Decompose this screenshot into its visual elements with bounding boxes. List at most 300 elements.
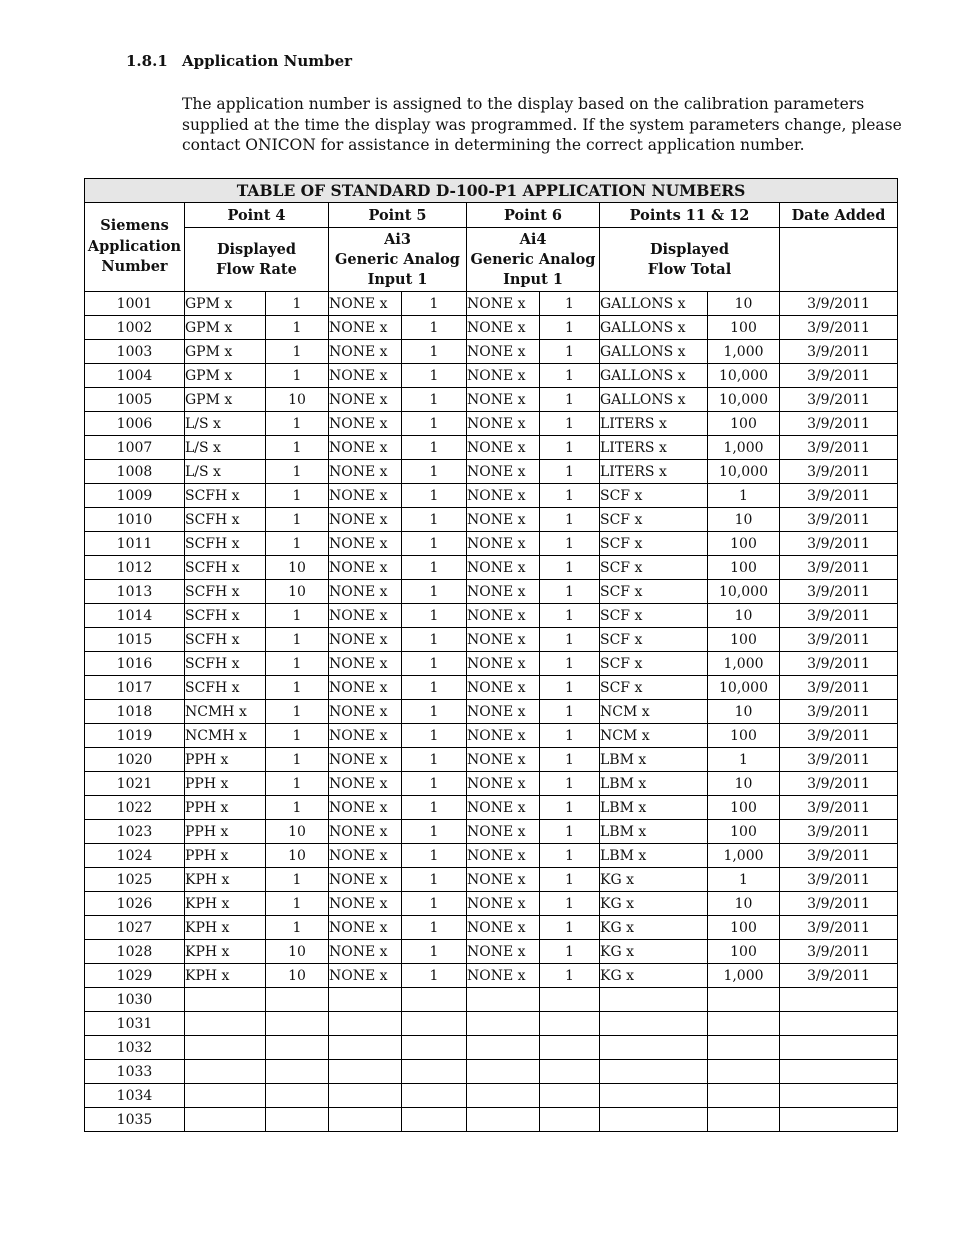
cell-flow-total-multiplier: 100 — [708, 532, 780, 556]
header-date-added-desc — [780, 228, 898, 292]
cell-application-number: 1010 — [85, 508, 185, 532]
cell-ai3-unit: NONE x — [329, 916, 402, 940]
cell-flow-total-multiplier: 1,000 — [708, 964, 780, 988]
cell-flow-rate-multiplier: 10 — [266, 940, 329, 964]
cell-application-number: 1014 — [85, 604, 185, 628]
cell-flow-rate-multiplier: 1 — [266, 412, 329, 436]
cell-flow-rate-multiplier — [266, 1036, 329, 1060]
application-numbers-table — [84, 178, 898, 1132]
cell-flow-total-multiplier: 1,000 — [708, 340, 780, 364]
cell-ai4-multiplier: 1 — [540, 556, 600, 580]
cell-date-added — [780, 1108, 898, 1132]
table-row — [85, 1036, 898, 1060]
table-row — [85, 340, 898, 364]
section-number: 1.8.1 — [126, 52, 168, 70]
cell-ai4-multiplier: 1 — [540, 652, 600, 676]
cell-flow-total-unit: LBM x — [600, 820, 708, 844]
cell-flow-rate-multiplier: 1 — [266, 508, 329, 532]
cell-ai4-multiplier — [540, 1060, 600, 1084]
cell-date-added — [780, 1060, 898, 1084]
cell-date-added: 3/9/2011 — [780, 796, 898, 820]
cell-flow-rate-unit: GPM x — [185, 388, 266, 412]
header-desc-line: Ai3 — [384, 230, 411, 248]
cell-flow-total-unit: GALLONS x — [600, 340, 708, 364]
cell-ai3-multiplier: 1 — [402, 772, 467, 796]
cell-flow-total-unit: SCF x — [600, 556, 708, 580]
cell-flow-total-unit: LITERS x — [600, 412, 708, 436]
cell-flow-rate-unit: KPH x — [185, 916, 266, 940]
cell-ai3-multiplier: 1 — [402, 940, 467, 964]
cell-flow-rate-unit: SCFH x — [185, 508, 266, 532]
cell-ai4-unit: NONE x — [467, 292, 540, 316]
cell-application-number: 1001 — [85, 292, 185, 316]
cell-flow-total-multiplier: 100 — [708, 628, 780, 652]
cell-ai4-unit: NONE x — [467, 772, 540, 796]
cell-ai4-multiplier: 1 — [540, 772, 600, 796]
cell-application-number: 1006 — [85, 412, 185, 436]
cell-ai3-unit: NONE x — [329, 340, 402, 364]
cell-date-added: 3/9/2011 — [780, 724, 898, 748]
cell-flow-total-multiplier — [708, 988, 780, 1012]
cell-flow-total-unit: GALLONS x — [600, 292, 708, 316]
cell-ai3-unit: NONE x — [329, 892, 402, 916]
cell-ai4-multiplier: 1 — [540, 292, 600, 316]
cell-ai3-multiplier: 1 — [402, 868, 467, 892]
cell-ai3-multiplier: 1 — [402, 508, 467, 532]
cell-ai3-unit: NONE x — [329, 628, 402, 652]
cell-ai4-multiplier: 1 — [540, 676, 600, 700]
cell-flow-rate-unit: PPH x — [185, 772, 266, 796]
cell-flow-rate-multiplier: 1 — [266, 292, 329, 316]
table-row — [85, 652, 898, 676]
table-body — [85, 292, 898, 1132]
cell-flow-rate-multiplier: 1 — [266, 916, 329, 940]
cell-application-number: 1034 — [85, 1084, 185, 1108]
header-point-4: Point 4 — [185, 203, 329, 228]
cell-flow-rate-unit — [185, 1108, 266, 1132]
table-row — [85, 844, 898, 868]
cell-flow-rate-unit: KPH x — [185, 892, 266, 916]
cell-flow-rate-multiplier: 1 — [266, 436, 329, 460]
cell-date-added: 3/9/2011 — [780, 676, 898, 700]
cell-ai4-multiplier: 1 — [540, 460, 600, 484]
cell-ai4-unit — [467, 1084, 540, 1108]
cell-date-added: 3/9/2011 — [780, 412, 898, 436]
table-row — [85, 1084, 898, 1108]
cell-flow-total-multiplier: 1 — [708, 484, 780, 508]
cell-flow-rate-unit: SCFH x — [185, 532, 266, 556]
table-title: TABLE OF STANDARD D-100-P1 APPLICATION NUMBERS — [85, 179, 898, 203]
table-row — [85, 604, 898, 628]
cell-flow-rate-unit: SCFH x — [185, 652, 266, 676]
cell-flow-rate-multiplier: 1 — [266, 628, 329, 652]
cell-flow-total-multiplier — [708, 1108, 780, 1132]
cell-flow-total-multiplier: 10 — [708, 604, 780, 628]
cell-ai3-multiplier: 1 — [402, 316, 467, 340]
cell-flow-rate-unit: NCMH x — [185, 700, 266, 724]
cell-ai4-multiplier: 1 — [540, 484, 600, 508]
cell-date-added: 3/9/2011 — [780, 916, 898, 940]
cell-ai4-unit: NONE x — [467, 892, 540, 916]
cell-date-added: 3/9/2011 — [780, 436, 898, 460]
cell-flow-rate-multiplier: 1 — [266, 700, 329, 724]
cell-flow-total-unit: LITERS x — [600, 460, 708, 484]
cell-date-added — [780, 1084, 898, 1108]
cell-flow-rate-multiplier: 1 — [266, 868, 329, 892]
cell-ai4-multiplier: 1 — [540, 532, 600, 556]
header-point-4-desc — [185, 228, 329, 292]
cell-flow-rate-multiplier: 1 — [266, 652, 329, 676]
cell-flow-total-multiplier — [708, 1084, 780, 1108]
cell-ai4-unit: NONE x — [467, 796, 540, 820]
cell-flow-total-unit — [600, 988, 708, 1012]
cell-flow-total-unit — [600, 1108, 708, 1132]
cell-ai4-unit: NONE x — [467, 508, 540, 532]
cell-flow-total-unit: SCF x — [600, 580, 708, 604]
cell-flow-total-unit: SCF x — [600, 652, 708, 676]
cell-ai3-unit: NONE x — [329, 580, 402, 604]
cell-flow-rate-unit: GPM x — [185, 316, 266, 340]
header-desc-line: Flow Total — [647, 260, 732, 278]
cell-ai4-multiplier — [540, 1036, 600, 1060]
cell-ai4-unit: NONE x — [467, 964, 540, 988]
cell-ai3-multiplier: 1 — [402, 340, 467, 364]
cell-ai4-multiplier — [540, 1012, 600, 1036]
cell-date-added: 3/9/2011 — [780, 508, 898, 532]
cell-ai3-multiplier: 1 — [402, 628, 467, 652]
cell-ai3-unit: NONE x — [329, 388, 402, 412]
cell-date-added: 3/9/2011 — [780, 556, 898, 580]
cell-flow-rate-multiplier — [266, 1108, 329, 1132]
cell-flow-total-multiplier: 100 — [708, 796, 780, 820]
cell-flow-rate-unit: L/S x — [185, 460, 266, 484]
cell-ai3-unit: NONE x — [329, 604, 402, 628]
header-desc-line: Generic Analog — [470, 250, 596, 268]
cell-ai4-unit: NONE x — [467, 628, 540, 652]
table-row — [85, 676, 898, 700]
cell-ai4-unit: NONE x — [467, 484, 540, 508]
cell-flow-total-unit: KG x — [600, 868, 708, 892]
cell-flow-total-unit: SCF x — [600, 604, 708, 628]
cell-ai3-unit: NONE x — [329, 508, 402, 532]
cell-ai3-unit — [329, 1084, 402, 1108]
cell-flow-total-unit: LBM x — [600, 772, 708, 796]
cell-flow-total-unit — [600, 1036, 708, 1060]
cell-application-number: 1002 — [85, 316, 185, 340]
cell-flow-total-multiplier — [708, 1036, 780, 1060]
cell-date-added — [780, 988, 898, 1012]
cell-date-added: 3/9/2011 — [780, 844, 898, 868]
cell-flow-total-multiplier: 10,000 — [708, 676, 780, 700]
cell-flow-total-multiplier: 1,000 — [708, 844, 780, 868]
cell-application-number: 1003 — [85, 340, 185, 364]
cell-ai4-multiplier — [540, 988, 600, 1012]
cell-application-number: 1031 — [85, 1012, 185, 1036]
cell-flow-rate-multiplier: 1 — [266, 748, 329, 772]
cell-flow-rate-unit: L/S x — [185, 436, 266, 460]
cell-flow-rate-multiplier — [266, 1084, 329, 1108]
cell-application-number: 1027 — [85, 916, 185, 940]
cell-ai4-unit: NONE x — [467, 556, 540, 580]
cell-ai3-multiplier — [402, 1036, 467, 1060]
cell-flow-rate-unit: SCFH x — [185, 484, 266, 508]
cell-ai4-unit: NONE x — [467, 844, 540, 868]
cell-flow-total-unit: NCM x — [600, 700, 708, 724]
cell-ai4-multiplier: 1 — [540, 628, 600, 652]
cell-ai4-unit: NONE x — [467, 748, 540, 772]
cell-flow-total-multiplier: 1 — [708, 748, 780, 772]
cell-ai3-multiplier — [402, 1060, 467, 1084]
header-desc-line: Displayed — [649, 240, 730, 258]
cell-flow-rate-unit: GPM x — [185, 340, 266, 364]
header-desc-line: Displayed — [216, 240, 297, 258]
cell-flow-rate-unit: PPH x — [185, 748, 266, 772]
cell-ai3-multiplier: 1 — [402, 532, 467, 556]
cell-ai3-multiplier: 1 — [402, 460, 467, 484]
cell-flow-total-unit: LITERS x — [600, 436, 708, 460]
cell-flow-rate-unit — [185, 1084, 266, 1108]
cell-application-number: 1011 — [85, 532, 185, 556]
cell-flow-total-unit: GALLONS x — [600, 388, 708, 412]
cell-flow-total-multiplier: 10 — [708, 292, 780, 316]
cell-application-number: 1023 — [85, 820, 185, 844]
cell-flow-total-unit: KG x — [600, 940, 708, 964]
cell-flow-total-multiplier: 10 — [708, 892, 780, 916]
cell-flow-total-multiplier: 10,000 — [708, 364, 780, 388]
table-row — [85, 892, 898, 916]
cell-application-number: 1024 — [85, 844, 185, 868]
cell-application-number: 1021 — [85, 772, 185, 796]
cell-flow-total-multiplier: 100 — [708, 940, 780, 964]
cell-flow-total-multiplier: 100 — [708, 724, 780, 748]
header-point-5: Point 5 — [329, 203, 467, 228]
table-row — [85, 580, 898, 604]
cell-flow-total-unit: SCF x — [600, 532, 708, 556]
cell-flow-total-multiplier: 100 — [708, 556, 780, 580]
cell-ai3-unit: NONE x — [329, 412, 402, 436]
cell-flow-rate-multiplier — [266, 988, 329, 1012]
cell-ai4-unit — [467, 1060, 540, 1084]
cell-ai4-unit — [467, 1108, 540, 1132]
cell-ai4-unit: NONE x — [467, 460, 540, 484]
cell-ai3-multiplier: 1 — [402, 748, 467, 772]
cell-flow-total-multiplier: 1,000 — [708, 436, 780, 460]
cell-flow-rate-unit — [185, 1012, 266, 1036]
cell-flow-rate-unit: NCMH x — [185, 724, 266, 748]
cell-date-added: 3/9/2011 — [780, 964, 898, 988]
table-row — [85, 364, 898, 388]
cell-flow-rate-unit: KPH x — [185, 964, 266, 988]
cell-ai3-unit: NONE x — [329, 460, 402, 484]
cell-flow-rate-unit: PPH x — [185, 844, 266, 868]
cell-date-added: 3/9/2011 — [780, 580, 898, 604]
cell-flow-total-multiplier: 10 — [708, 700, 780, 724]
cell-date-added: 3/9/2011 — [780, 748, 898, 772]
cell-ai3-multiplier: 1 — [402, 484, 467, 508]
cell-application-number: 1018 — [85, 700, 185, 724]
cell-application-number: 1026 — [85, 892, 185, 916]
table-row — [85, 916, 898, 940]
cell-flow-rate-unit — [185, 988, 266, 1012]
cell-date-added: 3/9/2011 — [780, 868, 898, 892]
cell-ai3-multiplier: 1 — [402, 796, 467, 820]
cell-ai4-multiplier — [540, 1108, 600, 1132]
cell-flow-rate-multiplier: 1 — [266, 892, 329, 916]
cell-flow-rate-unit: SCFH x — [185, 556, 266, 580]
table-row — [85, 508, 898, 532]
cell-ai4-unit: NONE x — [467, 604, 540, 628]
table-row — [85, 940, 898, 964]
header-app-line: Application — [87, 237, 182, 255]
cell-date-added: 3/9/2011 — [780, 532, 898, 556]
cell-ai4-multiplier: 1 — [540, 316, 600, 340]
cell-application-number: 1033 — [85, 1060, 185, 1084]
cell-ai3-multiplier: 1 — [402, 892, 467, 916]
cell-ai3-multiplier — [402, 1108, 467, 1132]
cell-ai4-unit: NONE x — [467, 868, 540, 892]
cell-ai4-multiplier: 1 — [540, 580, 600, 604]
cell-flow-rate-multiplier: 1 — [266, 532, 329, 556]
cell-ai3-multiplier: 1 — [402, 844, 467, 868]
cell-flow-rate-multiplier: 10 — [266, 556, 329, 580]
cell-ai3-multiplier: 1 — [402, 292, 467, 316]
cell-application-number: 1020 — [85, 748, 185, 772]
cell-date-added: 3/9/2011 — [780, 604, 898, 628]
cell-date-added: 3/9/2011 — [780, 940, 898, 964]
cell-flow-rate-multiplier: 1 — [266, 676, 329, 700]
cell-flow-total-unit: KG x — [600, 964, 708, 988]
cell-flow-total-multiplier: 100 — [708, 820, 780, 844]
cell-application-number: 1015 — [85, 628, 185, 652]
cell-flow-total-unit: LBM x — [600, 748, 708, 772]
cell-ai4-multiplier: 1 — [540, 844, 600, 868]
cell-flow-rate-multiplier: 1 — [266, 316, 329, 340]
cell-ai4-unit: NONE x — [467, 724, 540, 748]
cell-ai3-unit: NONE x — [329, 868, 402, 892]
cell-application-number: 1028 — [85, 940, 185, 964]
cell-ai3-unit: NONE x — [329, 652, 402, 676]
table-row — [85, 796, 898, 820]
cell-ai3-unit: NONE x — [329, 532, 402, 556]
table-row — [85, 292, 898, 316]
cell-flow-rate-unit — [185, 1060, 266, 1084]
cell-flow-total-unit: KG x — [600, 916, 708, 940]
cell-application-number: 1005 — [85, 388, 185, 412]
cell-flow-rate-unit: SCFH x — [185, 628, 266, 652]
cell-ai4-unit: NONE x — [467, 940, 540, 964]
header-application-number — [85, 203, 185, 292]
cell-flow-rate-unit: KPH x — [185, 940, 266, 964]
cell-flow-total-multiplier: 10 — [708, 508, 780, 532]
cell-flow-rate-unit: GPM x — [185, 292, 266, 316]
cell-ai4-unit: NONE x — [467, 676, 540, 700]
cell-ai3-multiplier: 1 — [402, 412, 467, 436]
table-row — [85, 820, 898, 844]
header-point-5-desc — [329, 228, 467, 292]
header-app-line: Siemens — [100, 217, 169, 235]
cell-application-number: 1030 — [85, 988, 185, 1012]
cell-ai4-unit: NONE x — [467, 580, 540, 604]
cell-flow-total-multiplier: 100 — [708, 412, 780, 436]
cell-date-added: 3/9/2011 — [780, 388, 898, 412]
table-row — [85, 868, 898, 892]
cell-flow-rate-unit: KPH x — [185, 868, 266, 892]
cell-flow-total-unit: SCF x — [600, 508, 708, 532]
cell-ai3-unit: NONE x — [329, 820, 402, 844]
cell-ai3-multiplier — [402, 1012, 467, 1036]
cell-ai3-multiplier: 1 — [402, 820, 467, 844]
header-app-line: Number — [101, 258, 168, 276]
cell-application-number: 1025 — [85, 868, 185, 892]
cell-ai4-unit: NONE x — [467, 532, 540, 556]
table-row — [85, 460, 898, 484]
header-desc-line: Ai4 — [519, 230, 547, 248]
cell-ai3-multiplier: 1 — [402, 436, 467, 460]
cell-ai3-unit: NONE x — [329, 772, 402, 796]
cell-ai4-multiplier: 1 — [540, 340, 600, 364]
cell-flow-total-multiplier: 1,000 — [708, 652, 780, 676]
header-desc-line: Flow Rate — [216, 260, 297, 278]
cell-flow-rate-multiplier — [266, 1012, 329, 1036]
cell-ai3-multiplier: 1 — [402, 604, 467, 628]
cell-ai4-unit — [467, 988, 540, 1012]
cell-flow-total-multiplier — [708, 1012, 780, 1036]
cell-date-added: 3/9/2011 — [780, 892, 898, 916]
cell-application-number: 1012 — [85, 556, 185, 580]
cell-ai4-unit: NONE x — [467, 820, 540, 844]
cell-flow-rate-multiplier: 10 — [266, 844, 329, 868]
cell-date-added — [780, 1012, 898, 1036]
cell-date-added: 3/9/2011 — [780, 820, 898, 844]
cell-ai3-unit: NONE x — [329, 484, 402, 508]
cell-flow-rate-unit: PPH x — [185, 796, 266, 820]
cell-ai3-unit: NONE x — [329, 676, 402, 700]
table-row — [85, 316, 898, 340]
cell-application-number: 1017 — [85, 676, 185, 700]
header-points-11-12-desc — [600, 228, 780, 292]
cell-ai3-unit — [329, 1036, 402, 1060]
header-desc-line: Input 1 — [367, 270, 428, 288]
cell-flow-rate-multiplier: 1 — [266, 364, 329, 388]
cell-flow-rate-multiplier: 1 — [266, 724, 329, 748]
cell-flow-rate-unit: SCFH x — [185, 676, 266, 700]
cell-flow-total-multiplier: 100 — [708, 316, 780, 340]
cell-flow-rate-multiplier: 1 — [266, 772, 329, 796]
cell-date-added: 3/9/2011 — [780, 652, 898, 676]
cell-flow-total-multiplier: 10,000 — [708, 460, 780, 484]
cell-flow-rate-multiplier: 1 — [266, 796, 329, 820]
cell-flow-total-unit: SCF x — [600, 484, 708, 508]
cell-flow-total-multiplier: 100 — [708, 916, 780, 940]
cell-application-number: 1007 — [85, 436, 185, 460]
cell-flow-rate-multiplier: 1 — [266, 460, 329, 484]
cell-ai4-multiplier: 1 — [540, 868, 600, 892]
cell-ai3-multiplier: 1 — [402, 556, 467, 580]
cell-ai4-multiplier: 1 — [540, 412, 600, 436]
cell-application-number: 1008 — [85, 460, 185, 484]
header-point-6-desc — [467, 228, 600, 292]
cell-flow-rate-unit: PPH x — [185, 820, 266, 844]
cell-application-number: 1009 — [85, 484, 185, 508]
header-desc-line: Input 1 — [503, 270, 563, 288]
table-row — [85, 556, 898, 580]
cell-ai3-unit: NONE x — [329, 292, 402, 316]
cell-application-number: 1032 — [85, 1036, 185, 1060]
cell-flow-rate-multiplier — [266, 1060, 329, 1084]
cell-ai3-multiplier: 1 — [402, 580, 467, 604]
cell-ai3-multiplier: 1 — [402, 388, 467, 412]
cell-date-added — [780, 1036, 898, 1060]
